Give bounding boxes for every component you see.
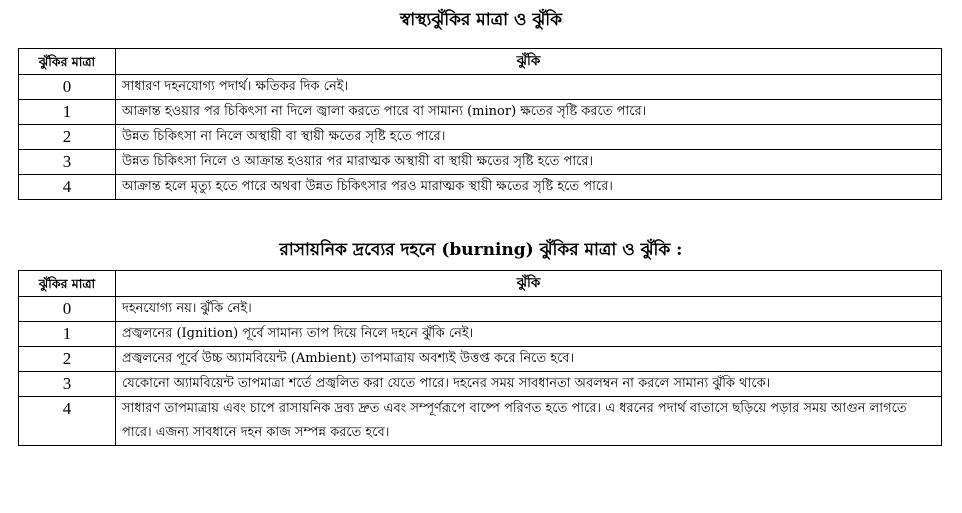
risk-description-cell: প্রজ্বলনের পূর্বে উচ্চ অ্যামবিয়েন্ট (Ambient) তাপমাত্রায় অবশ্যই উত্তপ্ত করে নিতে হবে।	[116, 347, 942, 372]
risk-description-cell: উন্নত চিকিৎসা না নিলে অস্থায়ী বা স্থায়ী ক্ষতের সৃষ্টি হতে পারে।	[116, 125, 942, 150]
table-row	[19, 125, 942, 150]
risk-description-cell: যেকোনো অ্যামবিয়েন্ট তাপমাত্রা শর্তে প্রজ্বলিত করা যেতে পারে। দহনের সময় সাবধানতা অবলম্বন না করলে সামান্য ঝুঁকি থাকে।	[116, 372, 942, 397]
risk-description-cell: সাধারণ দহনযোগ্য পদার্থ। ক্ষতিকর দিক নেই।	[116, 75, 942, 100]
table-row	[19, 75, 942, 100]
risk-description-cell: সাধারণ তাপমাত্রায় এবং চাপে রাসায়নিক দ্রব্য দ্রুত এবং সম্পূর্ণরূপে বাষ্পে পরিণত হতে পারে। এ ধরনের পদার্থ বাতাসে ছড়িয়ে পড়ার সময় আগুন লাগতে পারে। এজন্য সাবধানে দহন কাজ সম্পন্ন করতে হবে।	[116, 397, 942, 446]
table-row	[19, 347, 942, 372]
table-row	[19, 397, 942, 446]
table-row	[19, 372, 942, 397]
health-risk-table	[18, 48, 942, 200]
table-row	[19, 150, 942, 175]
table-row	[19, 297, 942, 322]
column-header-level: ঝুঁকির মাত্রা	[19, 49, 116, 75]
risk-level-cell: 4	[19, 175, 116, 200]
column-header-risk: ঝুঁকি	[116, 271, 942, 297]
table-row	[19, 175, 942, 200]
risk-level-cell: 4	[19, 397, 116, 446]
table-header-row	[19, 49, 942, 75]
risk-level-cell: 3	[19, 150, 116, 175]
risk-description-cell: দহনযোগ্য নয়। ঝুঁকি নেই।	[116, 297, 942, 322]
column-header-risk: ঝুঁকি	[116, 49, 942, 75]
risk-description-cell: উন্নত চিকিৎসা নিলে ও আক্রান্ত হওয়ার পর মারাত্মক অস্থায়ী বা স্থায়ী ক্ষতের সৃষ্টি হতে পারে।	[116, 150, 942, 175]
column-header-level: ঝুঁকির মাত্রা	[19, 271, 116, 297]
risk-level-cell: 2	[19, 125, 116, 150]
table-row	[19, 100, 942, 125]
risk-level-cell: 1	[19, 100, 116, 125]
risk-description-cell: আক্রান্ত হলে মৃত্যু হতে পারে অথবা উন্নত চিকিৎসার পরও মারাত্মক স্থায়ী ক্ষতের সৃষ্টি হতে পারে।	[116, 175, 942, 200]
table-row	[19, 322, 942, 347]
risk-level-cell: 3	[19, 372, 116, 397]
risk-level-cell: 0	[19, 297, 116, 322]
health-risk-title: স্বাস্থ্যঝুঁকির মাত্রা ও ঝুঁকি	[399, 10, 563, 30]
table-header-row	[19, 271, 942, 297]
risk-level-cell: 1	[19, 322, 116, 347]
risk-description-cell: প্রজ্বলনের (Ignition) পূর্বে সামান্য তাপ দিয়ে নিলে দহনে ঝুঁকি নেই।	[116, 322, 942, 347]
risk-level-cell: 0	[19, 75, 116, 100]
risk-level-cell: 2	[19, 347, 116, 372]
risk-description-cell: আক্রান্ত হওয়ার পর চিকিৎসা না দিলে জ্বালা করতে পারে বা সামান্য (minor) ক্ষতের সৃষ্টি করতে পারে।	[116, 100, 942, 125]
burning-risk-title: রাসায়নিক দ্রব্যের দহনে (burning) ঝুঁকির মাত্রা ও ঝুঁকি :	[279, 240, 683, 260]
burning-risk-table	[18, 270, 942, 446]
